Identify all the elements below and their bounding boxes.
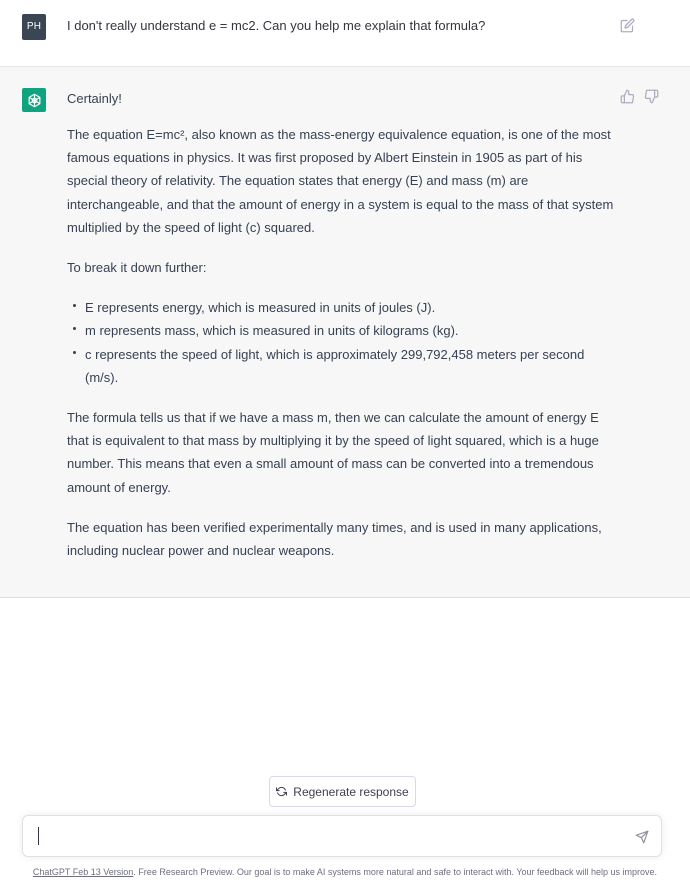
- answer-paragraph-3: The formula tells us that if we have a mass m, then we can calculate the amount of energy E that is equivalent to that mass by multiplying it by the speed of light squared, which is a huge number. This means that even a small amount of mass can be converted into a tremendous amount of energy.: [67, 410, 599, 495]
- assistant-avatar: [22, 88, 46, 112]
- thumbs-down-icon[interactable]: [644, 89, 659, 104]
- answer-paragraph-1: The equation E=mc², also known as the mass-energy equivalence equation, is one of the most famous equations in physics. It was first proposed by Albert Einstein in 1905 as part of his special theory of relativity. The equation states that energy (E) and mass (m) are interchangeable, and that the amount of energy in a system is equal to the mass of that system multiplied by the speed of light (c) squared.: [67, 127, 614, 235]
- answer-paragraph-2: To break it down further:: [67, 260, 207, 276]
- answer-intro: Certainly!: [67, 91, 122, 106]
- user-message-text: I don't really understand e = mc2. Can you help me explain that formula?: [67, 18, 486, 33]
- regenerate-response-button[interactable]: [269, 776, 416, 807]
- message-input[interactable]: [37, 826, 627, 848]
- version-link[interactable]: ChatGPT Feb 13 Version: [32, 867, 134, 877]
- thumbs-up-icon[interactable]: [620, 89, 635, 104]
- edit-icon[interactable]: [620, 18, 635, 33]
- answer-bullet-list: [67, 296, 615, 389]
- text-caret: [38, 827, 39, 845]
- user-message-row: [0, 0, 690, 67]
- send-icon[interactable]: [635, 830, 649, 844]
- refresh-icon: [276, 786, 287, 797]
- list-item: E represents energy, which is measured in units of joules (J).: [67, 296, 615, 319]
- assistant-answer: [67, 91, 615, 579]
- footer-text: . Free Research Preview. Our goal is to make AI systems more natural and safe to interact with. Your feedback will help us improve.: [133, 867, 658, 877]
- assistant-message-row: [0, 67, 690, 598]
- message-input-container: [22, 815, 662, 857]
- user-avatar: PH: [22, 14, 46, 40]
- regenerate-label: Regenerate response: [293, 784, 409, 799]
- list-item: m represents mass, which is measured in units of kilograms (kg).: [67, 319, 615, 342]
- answer-paragraph-4: The equation has been verified experimentally many times, and is used in many applications, including nuclear power and nuclear weapons.: [67, 519, 602, 559]
- list-item: c represents the speed of light, which is approximately 299,792,458 meters per second (m/s).: [67, 343, 615, 389]
- openai-logo-icon: [26, 92, 43, 109]
- footer-disclaimer: [0, 867, 690, 877]
